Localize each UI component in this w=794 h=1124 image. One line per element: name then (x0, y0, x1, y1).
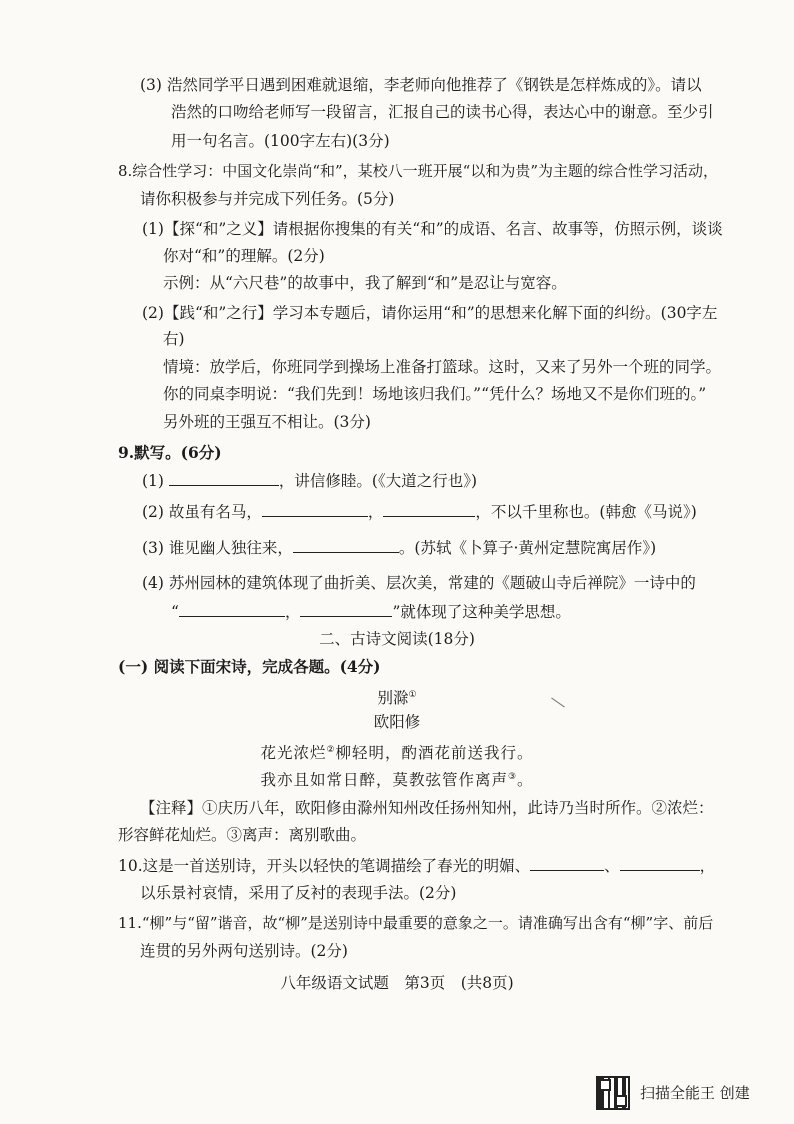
q9-title: 9.默写。(6分) (118, 443, 222, 462)
q9-item4-line2: “ ， ”就体现了这种美学思想。 (171, 600, 571, 623)
q9-item2-prefix: (2) 故虽有名马， (142, 503, 262, 521)
q8-part1-line1: (1)【探“和”之义】请根据你搜集的有关“和”的成语、名言、故事等，仿照示例，谈谈 (142, 220, 723, 238)
q11-line2: 连贯的另外两句送别诗。(2分) (140, 942, 348, 960)
q9-item4-blank-1[interactable] (179, 600, 285, 617)
q10-blank-1[interactable] (530, 854, 604, 871)
q10-blank-2[interactable] (620, 854, 700, 871)
q11-line1: 11.“柳”与“留”谐音，故“柳”是送别诗中最重要的意象之一。请准确写出含有“柳”字、前后 (118, 914, 714, 932)
q8-situation-line2: 你的同桌李明说：“我们先到！场地该归我们。”“凭什么？场地又不是你们班的。” (163, 385, 707, 403)
q7-3-line2: 浩然的口吻给老师写一段留言，汇报自己的读书心得，表达心中的谢意。至少引 (171, 103, 714, 121)
poem-line2: 我亦且如常日醉，莫教弦管作离声③。 (260, 771, 534, 790)
q8-example: 示例：从“六尺巷”的故事中，我了解到“和”是忍让与宽容。 (163, 274, 567, 292)
section2-title: 二、古诗文阅读(18分) (319, 630, 475, 648)
q9-item2: (2) 故虽有名马， ， ，不以千里称也。(韩愈《马说》) (142, 500, 697, 523)
q7-3-line1: (3) 浩然同学平日遇到困难就退缩，李老师向他推荐了《钢铁是怎样炼成的》。请以 (140, 76, 702, 94)
q7-3-line3: 用一句名言。(100字左右)(3分) (171, 132, 390, 150)
q9-item3-prefix: (3) 谁见幽人独往来， (142, 539, 293, 557)
q8-line2: 请你积极参与并完成下列任务。(5分) (140, 190, 395, 208)
q9-item2-blank-2[interactable] (383, 500, 475, 517)
q9-item2-suffix: ，不以千里称也。(韩愈《马说》) (475, 503, 697, 521)
section2-part1-title: (一) 阅读下面宋诗，完成各题。(4分) (118, 657, 381, 676)
page-footer: 八年级语文试题 第3页 (共8页) (280, 974, 514, 992)
q9-item3-suffix: 。(苏轼《卜算子·黄州定慧院寓居作》) (398, 539, 657, 557)
q8-situation-line3: 另外班的王强互不相让。(3分) (163, 413, 371, 431)
q9-item3 (142, 536, 656, 559)
q9-item3-blank[interactable] (293, 536, 399, 553)
q9-item1-prefix: (1) (142, 472, 164, 490)
q9-item1 (142, 469, 477, 492)
poem-title: 别滁① (377, 689, 417, 708)
q10-line1: 10.这是一首送别诗，开头以轻快的笔调描绘了春光的明媚、 、 ， (118, 854, 715, 877)
q10-line2: 以乐景衬哀情，采用了反衬的表现手法。(2分) (140, 884, 457, 902)
poem-line1: 花光浓烂②柳轻明，酌酒花前送我行。 (260, 744, 534, 763)
poem-author: 欧阳修 (373, 713, 421, 731)
q9-item2-blank-1[interactable] (262, 500, 368, 517)
q8-part1-line2: 你对“和”的理解。(2分) (163, 247, 325, 265)
q9-item4-line1: (4) 苏州园林的建筑体现了曲折美、层次美，常建的《题破山寺后禅院》一诗中的 (142, 574, 696, 592)
q9-item1-suffix: ，讲信修睦。(《大道之行也》) (278, 472, 478, 490)
q9-item4-blank-2[interactable] (300, 600, 392, 617)
poem-note-line2: 形容鲜花灿烂。③离声：离别歌曲。 (118, 826, 367, 844)
poem-note-line1: 【注释】①庆历八年，欧阳修由滁州知州改任扬州知州，此诗乃当时所作。②浓烂： (140, 799, 714, 817)
q9-item1-blank[interactable] (169, 469, 279, 486)
q8-part2-line2: 右) (163, 330, 185, 348)
q8-line1: 8.综合性学习：中国文化崇尚“和”，某校八一班开展“以和为贵”为主题的综合性学习活动， (118, 162, 718, 180)
scanner-watermark: 扫描全能王 创建 (640, 1084, 750, 1102)
q8-situation-line1: 情境：放学后，你班同学到操场上准备打篮球。这时，又来了另外一个班的同学。 (163, 358, 722, 376)
qr-code-icon (596, 1076, 630, 1110)
q8-part2-line1: (2)【践“和”之行】学习本专题后，请你运用“和”的思想来化解下面的纠纷。(30字左 (142, 304, 718, 322)
